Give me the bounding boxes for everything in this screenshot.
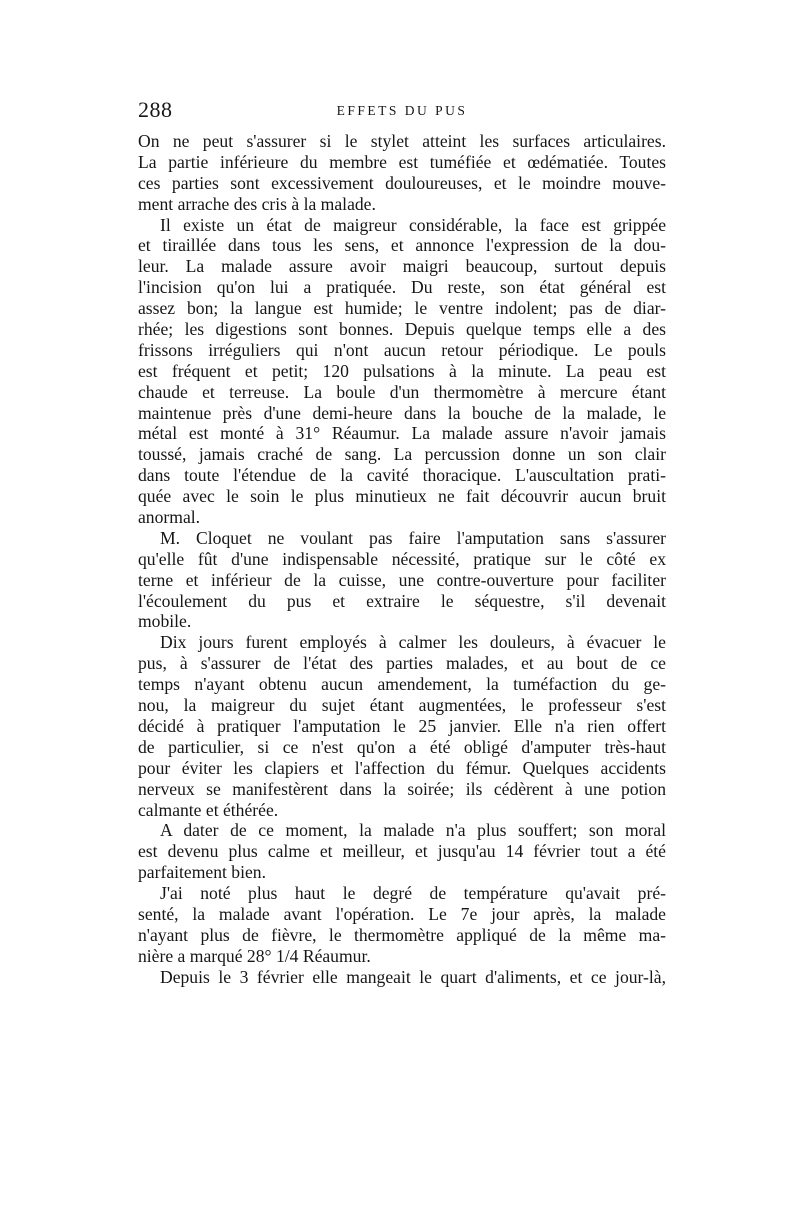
- text-line: terne et inférieur de la cuisse, une contre-ouverture pour faciliter: [138, 569, 666, 590]
- text-line: J'ai noté plus haut le degré de température qu'avait pré-: [160, 883, 666, 904]
- text-line: pus, à s'assurer de l'état des parties malades, et au bout de ce: [138, 653, 666, 674]
- text-line: Il existe un état de maigreur considérable, la face est grippée: [160, 214, 666, 235]
- text-line: A dater de ce moment, la malade n'a plus souffert; son moral: [160, 820, 666, 841]
- text-line: Depuis le 3 février elle mangeait le quart d'aliments, et ce jour-là,: [160, 966, 666, 987]
- text-line: nou, la maigreur du sujet étant augmentées, le professeur s'est: [138, 695, 666, 716]
- text-line: On ne peut s'assurer si le stylet atteint les surfaces articulaires.: [138, 131, 666, 151]
- text-line: rhée; les digestions sont bonnes. Depuis quelque temps elle a des: [138, 319, 666, 340]
- body-text: [138, 131, 666, 988]
- text-line: est fréquent et petit; 120 pulsations à la minute. La peau est: [138, 360, 666, 381]
- text-line: parfaitement bien.: [138, 862, 266, 883]
- text-line: senté, la malade avant l'opération. Le 7e jour après, la malade: [138, 903, 666, 924]
- text-line: ment arrache des cris à la malade.: [138, 193, 376, 214]
- text-line: La partie inférieure du membre est tuméfiée et œdématiée. Toutes: [138, 151, 666, 172]
- text-line: M. Cloquet ne voulant pas faire l'amputation sans s'assurer: [160, 527, 666, 548]
- text-line: l'incision qu'on lui a pratiquée. Du reste, son état général est: [138, 277, 666, 298]
- page-header: [138, 97, 666, 125]
- running-title: EFFETS DU PUS: [336, 103, 468, 118]
- text-line: nière a marqué 28° 1/4 Réaumur.: [138, 945, 371, 966]
- text-line: maintenue près d'une demi-heure dans la bouche de la malade, le: [138, 402, 666, 423]
- text-line: de particulier, si ce n'est qu'on a été obligé d'amputer très-haut: [138, 736, 666, 757]
- text-line: quée avec le soin le plus minutieux ne fait découvrir aucun bruit: [138, 486, 666, 507]
- text-line: dans toute l'étendue de la cavité thoracique. L'auscultation prati-: [138, 465, 666, 486]
- text-line: leur. La malade assure avoir maigri beaucoup, surtout depuis: [138, 256, 666, 277]
- text-line: décidé à pratiquer l'amputation le 25 janvier. Elle n'a rien offert: [138, 715, 666, 736]
- text-line: qu'elle fût d'une indispensable nécessité, pratique sur le côté ex: [138, 548, 666, 569]
- text-line: nerveux se manifestèrent dans la soirée; ils cédèrent à une potion: [138, 778, 666, 799]
- text-line: frissons irréguliers qui n'ont aucun retour périodique. Le pouls: [138, 339, 666, 360]
- text-line: assez bon; la langue est humide; le ventre indolent; pas de diar-: [138, 298, 666, 319]
- text-line: Dix jours furent employés à calmer les douleurs, à évacuer le: [160, 632, 666, 653]
- text-line: ces parties sont excessivement douloureuses, et le moindre mouve-: [138, 172, 666, 193]
- text-line: l'écoulement du pus et extraire le séquestre, s'il devenait: [138, 590, 666, 611]
- text-line: mobile.: [138, 611, 192, 632]
- text-line: calmante et éthérée.: [138, 799, 279, 820]
- text-line: chaude et terreuse. La boule d'un thermomètre à mercure étant: [138, 381, 666, 402]
- text-line: pour éviter les clapiers et l'affection du fémur. Quelques accidents: [138, 757, 666, 778]
- page-number: 288: [138, 97, 173, 122]
- text-line: et tiraillée dans tous les sens, et annonce l'expression de la dou-: [138, 235, 666, 256]
- text-line: anormal.: [138, 507, 201, 528]
- text-line: toussé, jamais craché de sang. La percussion donne un son clair: [138, 444, 666, 465]
- text-line: n'ayant plus de fièvre, le thermomètre appliqué de la même ma-: [138, 924, 666, 945]
- text-line: temps n'ayant obtenu aucun amendement, la tuméfaction du ge-: [138, 674, 666, 695]
- text-line: est devenu plus calme et meilleur, et jusqu'au 14 février tout a été: [138, 841, 666, 862]
- text-line: métal est monté à 31° Réaumur. La malade assure n'avoir jamais: [138, 423, 666, 444]
